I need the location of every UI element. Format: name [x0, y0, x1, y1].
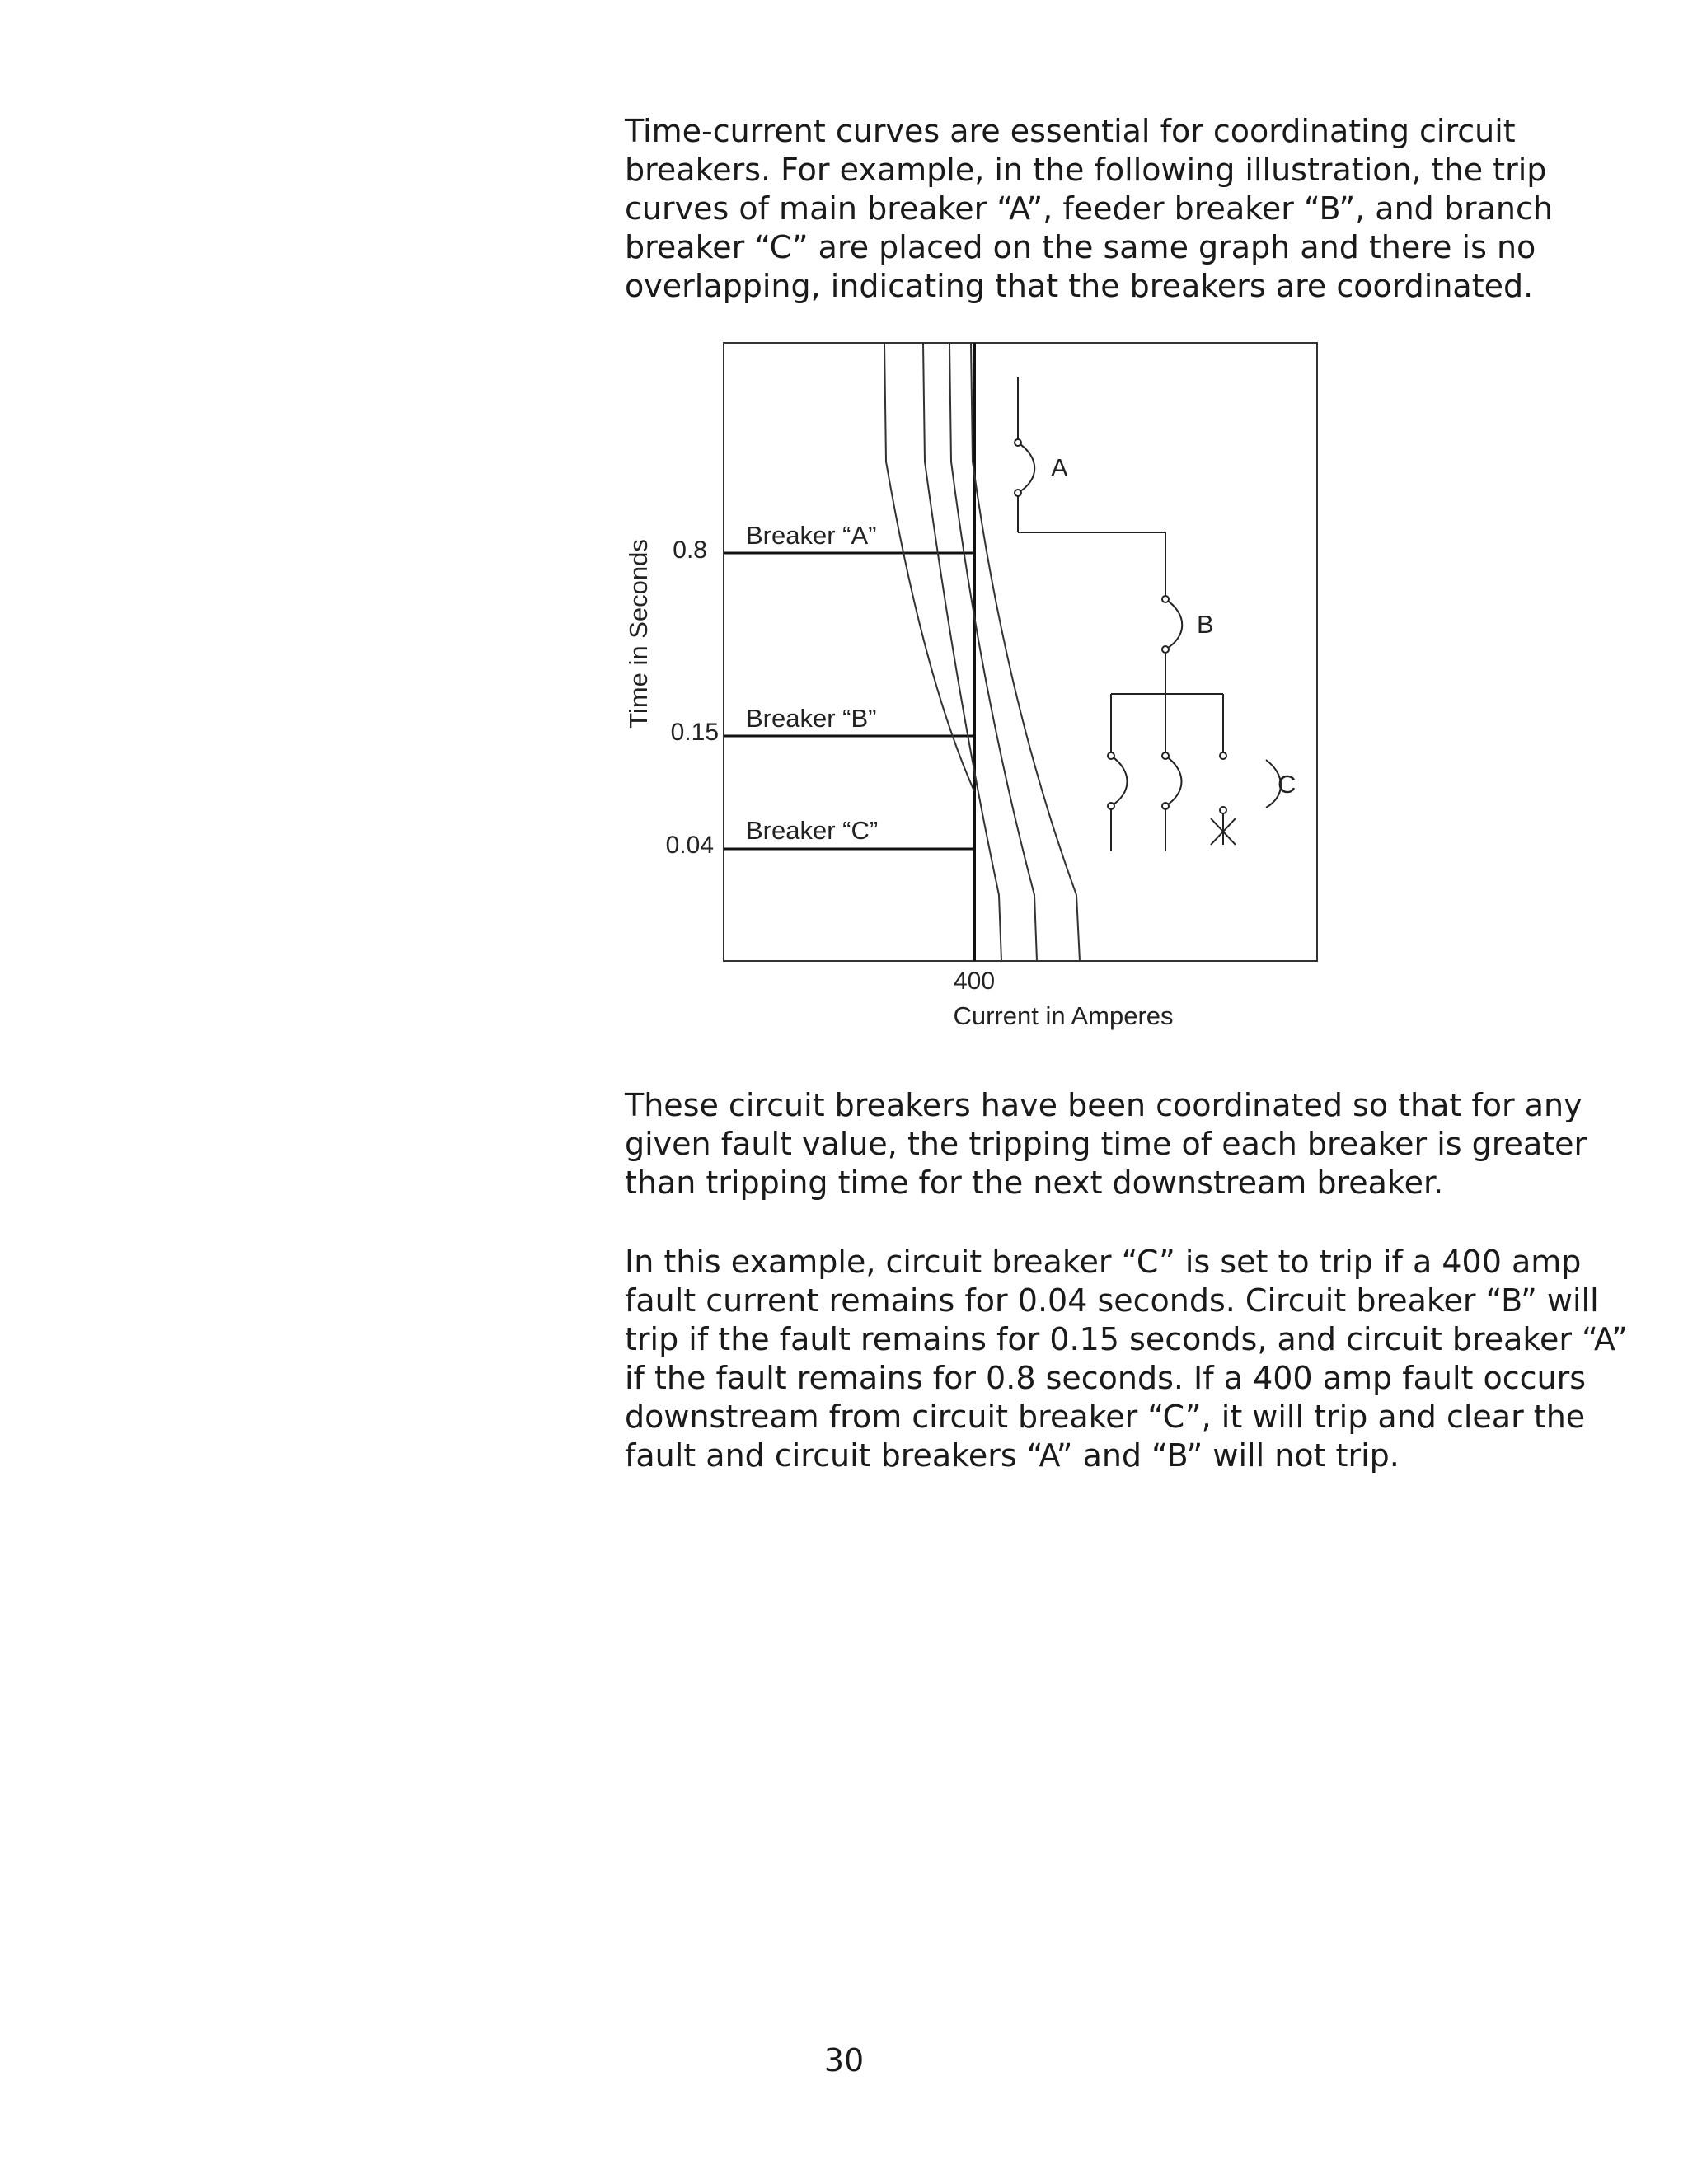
graph-frame — [724, 343, 1317, 961]
trip-curve-a-left — [884, 343, 974, 791]
text-line: overlapping, indicating that the breakers are coordinated. — [625, 268, 1534, 304]
y-tick-label: 0.15 — [670, 719, 719, 746]
diagram-contact-points — [1015, 439, 1226, 813]
x-tick-label: 400 — [953, 968, 996, 995]
text-line: downstream from circuit breaker “C”, it will trip and clear the — [625, 1399, 1586, 1435]
text-line: trip if the fault remains for 0.15 seconds, and circuit breaker “A” — [625, 1321, 1628, 1357]
x-axis-title: Current in Amperes — [953, 1001, 1174, 1030]
diagram-label-a: A — [1051, 453, 1068, 482]
trip-curve-b-right — [971, 343, 1080, 961]
y-tick-label: 0.04 — [665, 832, 714, 859]
diagram-label-c: C — [1278, 770, 1296, 799]
trip-curves — [884, 343, 1080, 961]
time-current-curve-figure — [0, 0, 1688, 1071]
branch-breaker-symbol — [1111, 756, 1128, 806]
text-line: breaker “C” are placed on the same graph and there is no — [625, 229, 1536, 265]
coordination-paragraph — [625, 1086, 1587, 1202]
text-line: fault current remains for 0.04 seconds. Circuit breaker “B” will — [625, 1282, 1599, 1319]
text-line: breakers. For example, in the following illustration, the trip — [625, 152, 1547, 188]
text-line: Time-current curves are essential for coordinating circuit — [625, 113, 1516, 149]
text-line: if the fault remains for 0.8 seconds. If a 400 amp fault occurs — [625, 1360, 1587, 1396]
diagram-label-b: B — [1197, 610, 1214, 639]
text-line: In this example, circuit breaker “C” is set to trip if a 400 amp — [625, 1244, 1582, 1280]
text-line: given fault value, the tripping time of each breaker is greater — [625, 1126, 1587, 1162]
text-line: than tripping time for the next downstream breaker. — [625, 1165, 1444, 1201]
trip-curve-a-right — [923, 343, 1001, 961]
one-line-diagram — [1018, 377, 1281, 851]
y-axis-title: Time in Seconds — [624, 539, 653, 729]
breaker-b-label: Breaker “B” — [746, 704, 877, 733]
breaker-a-symbol — [1018, 443, 1034, 493]
text-line: curves of main breaker “A”, feeder breaker “B”, and branch — [625, 190, 1553, 227]
breaker-b-symbol — [1165, 599, 1182, 649]
branch-breaker-symbol — [1165, 756, 1182, 806]
text-line: These circuit breakers have been coordinated so that for any — [625, 1087, 1582, 1123]
breaker-c-label: Breaker “C” — [746, 816, 879, 845]
y-tick-label: 0.8 — [673, 537, 707, 564]
example-paragraph — [625, 1243, 1628, 1475]
page-number: 30 — [823, 2042, 865, 2079]
breaker-a-label: Breaker “A” — [746, 521, 877, 550]
text-line: fault and circuit breakers “A” and “B” will not trip. — [625, 1437, 1400, 1474]
